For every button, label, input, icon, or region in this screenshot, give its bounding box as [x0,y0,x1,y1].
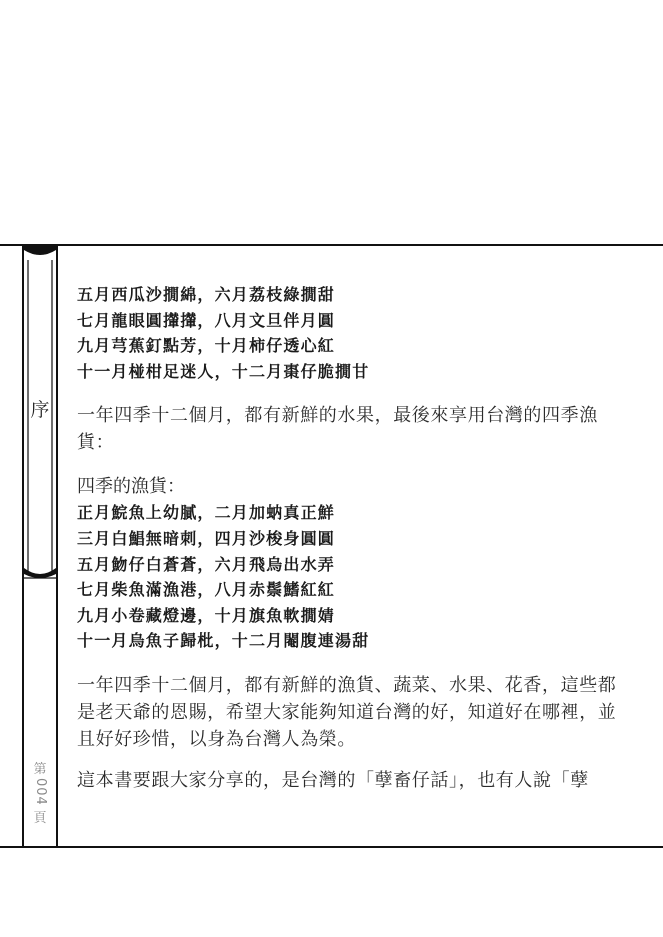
paragraph-book-intro: 這本書要跟大家分享的，是台灣的「孽畜仔話」，也有人說「孽 [77,769,589,791]
verse-line: 十一月烏魚子歸枇，十二月閹腹連湯甜 [77,631,370,651]
spine-divider-rule [56,244,58,848]
spine-bracket-decoration [24,246,56,846]
fruit-verse [77,282,617,384]
page-prefix: 第 [33,762,47,777]
verse-line: 五月西瓜沙撊綿，六月荔枝綠撊甜 [77,285,336,304]
verse-line: 正月鯇魚上幼膩，二月加蚋真正鮮 [77,503,336,523]
verse-line: 十一月椪柑足迷人，十二月棗仔脆撊甘 [77,361,370,381]
verse-line: 五月魩仔白蒼蒼，六月飛烏出水弄 [77,554,336,574]
seafood-verse [77,500,617,654]
paragraph-blessings: 一年四季十二個月，都有新鮮的漁貨、蔬菜、水果、花香，這些都是老天爺的恩賜，希望大家能夠知道台灣的好，知道好在哪裡，並且好好珍惜，以身為台灣人為榮。 [77,674,617,750]
chapter-spine [24,246,56,846]
verse-line: 七月柴魚滿漁港，八月赤鬃鰭紅紅 [77,580,336,600]
page-content [77,282,617,794]
page-number [24,762,56,827]
top-rule [0,244,663,246]
verse-line: 九月芎蕉釘點芳，十月柿仔透心紅 [77,336,336,356]
page-number-value: 004 [33,778,48,806]
seafood-verse-title: 四季的漁貨： [77,476,185,498]
verse-line: 九月小卷藏燈邊，十月旗魚軟撊婧 [77,605,336,625]
paragraph-fruit-summary: 一年四季十二個月，都有新鮮的水果，最後來享用台灣的四季漁貨： [77,405,598,454]
bottom-rule [0,846,663,848]
page-suffix: 頁 [33,810,47,826]
verse-line: 三月白鯧無暗刺，四月沙梭身圓圓 [77,528,336,548]
chapter-label: 序 [30,399,50,421]
verse-line: 七月龍眼圓攆攆，八月文旦伴月圓 [77,310,336,330]
